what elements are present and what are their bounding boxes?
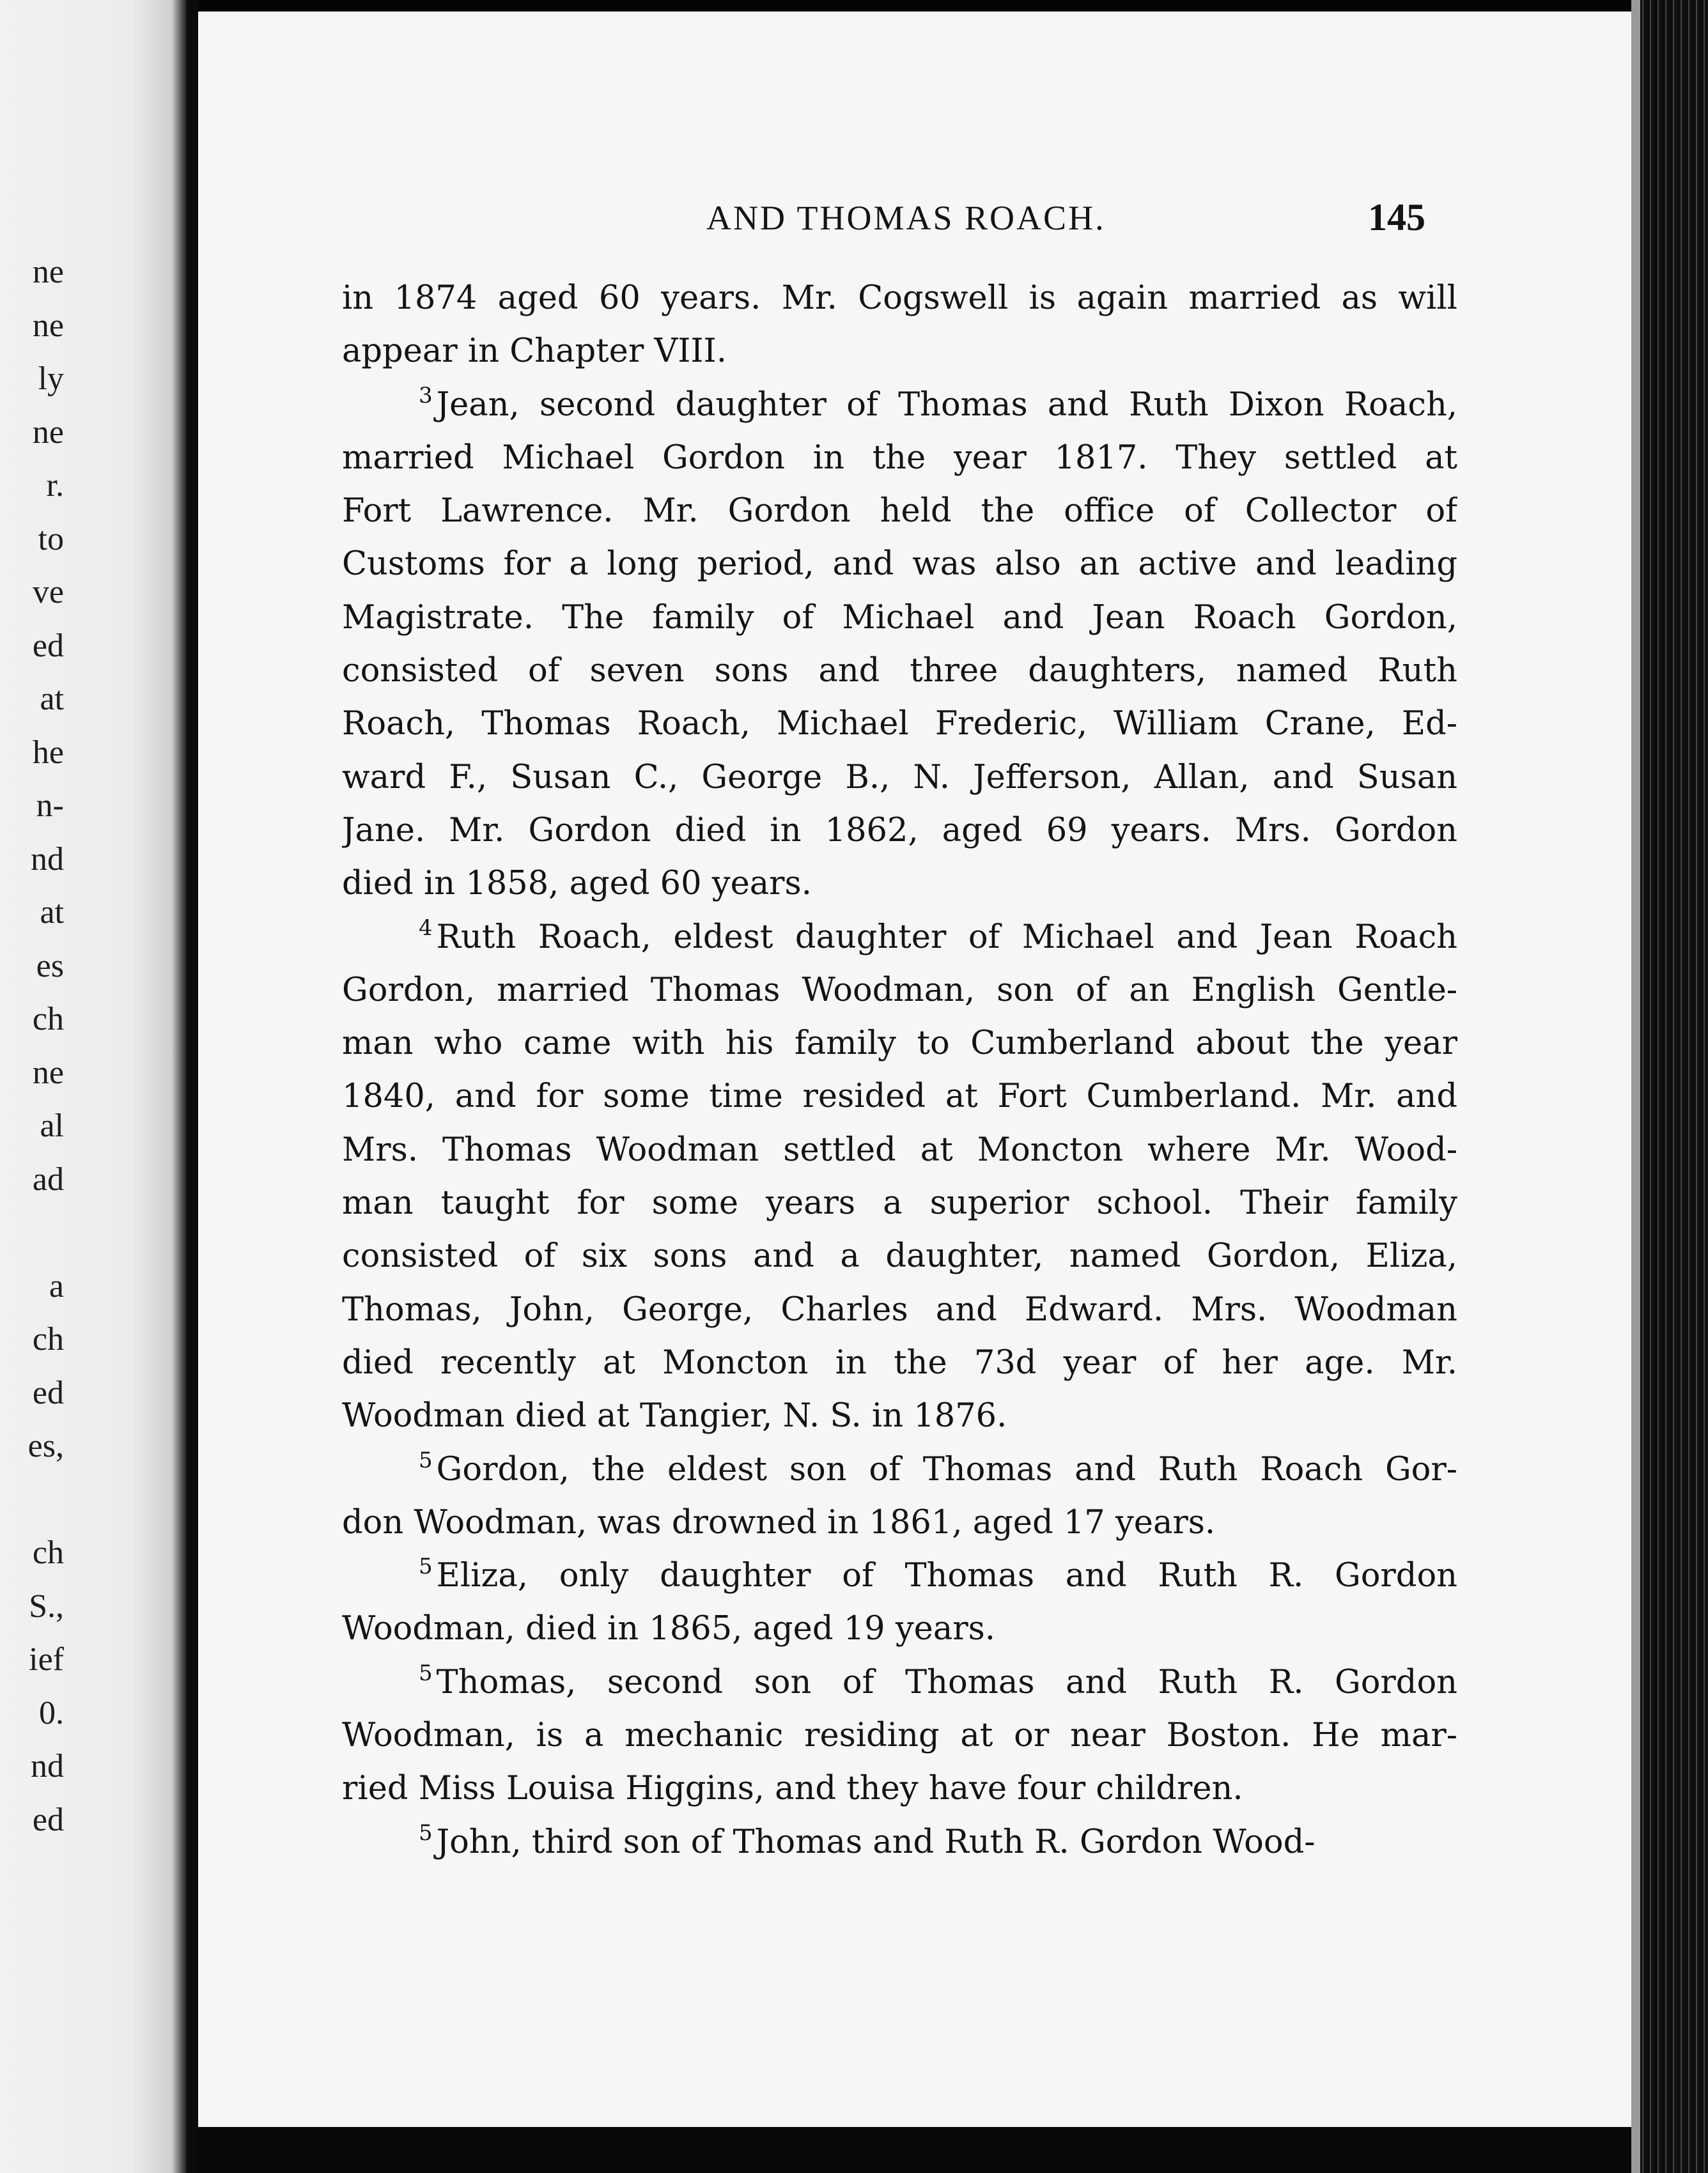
book-gutter [187,0,198,2173]
facing-page-fragment: 0. [39,1694,64,1731]
line-text: man taught for some years a superior school. Their family [342,1184,1457,1223]
line-text: Thomas, John, George, Charles and Edward. Mrs. Woodman [342,1290,1457,1329]
text-line [342,1709,1457,1762]
line-text: Woodman, is a mechanic residing at or near Boston. He mar- [342,1717,1457,1755]
facing-page-fragment: ch [32,1535,64,1571]
facing-page-fragment: he [32,734,64,771]
text-line [342,1656,1457,1709]
facing-page-fragment: ch [32,1321,64,1357]
line-text: died recently at Moncton in the 73d year of her age. Mr. [342,1343,1457,1382]
facing-page-left [0,0,187,2173]
paragraph [342,1443,1457,1550]
paragraph [342,1656,1457,1816]
text-line [342,1549,1457,1602]
facing-page-fragment: ve [32,574,64,610]
text-line [342,272,1457,325]
facing-page-fragment: n- [36,787,64,824]
facing-page-fragment: ch [32,1001,64,1037]
line-text: 1840, and for some time resided at Fort Cumberland. Mr. and [342,1078,1457,1116]
line-text: Customs for a long period, and was also an active and leading [342,545,1457,584]
generation-marker: 5 [419,1820,433,1846]
line-text: Roach, Thomas Roach, Michael Frederic, William Crane, Ed- [342,705,1457,743]
facing-page-fragment: ne [32,254,64,290]
facing-page-fragment: es [36,947,64,984]
facing-page-fragment: ad [32,1161,64,1198]
text-line [342,1017,1457,1070]
text-line [342,1124,1457,1177]
text-line [342,1283,1457,1336]
text-line [342,804,1457,857]
line-text: consisted of six sons and a daughter, named Gordon, Eliza, [342,1237,1457,1276]
facing-page-fragment: ed [32,627,64,664]
text-line [342,1762,1457,1815]
page-edges [1631,0,1708,2173]
text-line [342,1230,1457,1283]
text-line [342,1816,1457,1869]
facing-page-fragment: ne [32,414,64,451]
generation-marker: 3 [419,382,433,408]
paragraph [342,1549,1457,1656]
facing-page-fragment: ief [29,1641,64,1678]
text-line [342,857,1457,910]
text-line [342,431,1457,484]
text-line [342,1389,1457,1442]
line-text: in 1874 aged 60 years. Mr. Cogswell is again married as will [342,279,1457,317]
generation-marker: 4 [419,915,433,941]
line-text: Fort Lawrence. Mr. Gordon held the office of Collector of [342,492,1457,530]
text-line [342,1070,1457,1123]
generation-marker: 5 [419,1660,433,1686]
line-text: married Michael Gordon in the year 1817. They settled at [342,438,1457,477]
paragraph [342,272,1457,378]
line-text: Gordon, married Thomas Woodman, son of an English Gentle- [342,971,1457,1009]
text-line [342,537,1457,591]
text-line [342,1443,1457,1496]
line-text: Magistrate. The family of Michael and Jean Roach Gordon, [342,598,1457,637]
facing-page-fragment: a [49,1267,64,1304]
generation-marker: 5 [419,1447,433,1473]
line-text: Ruth Roach, eldest daughter of Michael and Jean Roach [436,918,1457,956]
text-line [342,378,1457,431]
line-text: Jean, second daughter of Thomas and Ruth Dixon Roach, [436,385,1457,424]
text-line [342,1177,1457,1230]
line-text: Thomas, second son of Thomas and Ruth R. Gordon [436,1663,1457,1701]
facing-page-fragment: nd [31,1748,64,1784]
line-text: ried Miss Louisa Higgins, and they have four children. [342,1770,1243,1808]
paragraph [342,378,1457,911]
facing-page-fragment: nd [31,840,64,878]
paragraph [342,911,1457,1443]
text-line [342,697,1457,750]
text-line [342,911,1457,964]
line-text: don Woodman, was drowned in 1861, aged 17 years. [342,1503,1216,1542]
body-text [342,272,1457,1869]
bottom-shadow [198,2127,1631,2173]
line-text: Woodman, died in 1865, aged 19 years. [342,1610,995,1648]
text-line [342,644,1457,697]
facing-page-fragment: ly [38,360,64,397]
facing-page-fragment: es, [27,1428,64,1464]
line-text: Jane. Mr. Gordon died in 1862, aged 69 years. Mrs. Gordon [342,811,1457,849]
text-line [342,1602,1457,1655]
facing-page-fragment: ed [32,1801,64,1838]
facing-page-fragment: ne [32,1054,64,1091]
line-text: John, third son of Thomas and Ruth R. Gordon Wood- [436,1823,1316,1861]
line-text: Gordon, the eldest son of Thomas and Ruth Roach Gor- [436,1450,1457,1489]
text-line [342,751,1457,804]
generation-marker: 5 [419,1554,433,1580]
facing-page-fragment: ne [32,307,64,344]
text-line [342,325,1457,378]
line-text: consisted of seven sons and three daughters, named Ruth [342,652,1457,690]
line-text: ward F., Susan C., George B., N. Jefferson, Allan, and Susan [342,758,1457,796]
line-text: Eliza, only daughter of Thomas and Ruth R. Gordon [436,1557,1457,1595]
text-line [342,591,1457,644]
line-text: Mrs. Thomas Woodman settled at Moncton where Mr. Wood- [342,1131,1457,1169]
line-text: died in 1858, aged 60 years. [342,865,812,903]
facing-page-fragment: ed [32,1374,64,1411]
line-text: Woodman died at Tangier, N. S. in 1876. [342,1397,1007,1435]
text-line [342,964,1457,1017]
line-text: appear in Chapter VIII. [342,332,727,371]
paragraph [342,1816,1457,1869]
text-line [342,1496,1457,1549]
line-text: man who came with his family to Cumberland about the year [342,1025,1457,1063]
facing-page-fragment: to [38,520,64,557]
facing-page-fragment: at [40,894,64,931]
running-head: AND THOMAS ROACH. [706,199,1106,237]
page-number: 145 [1368,196,1425,238]
text-line [342,1336,1457,1389]
text-line [342,484,1457,537]
facing-page-fragment: al [40,1108,64,1144]
facing-page-fragment: at [40,681,64,717]
facing-page-fragment: S., [29,1588,64,1625]
facing-page-fragment: r. [46,467,64,504]
